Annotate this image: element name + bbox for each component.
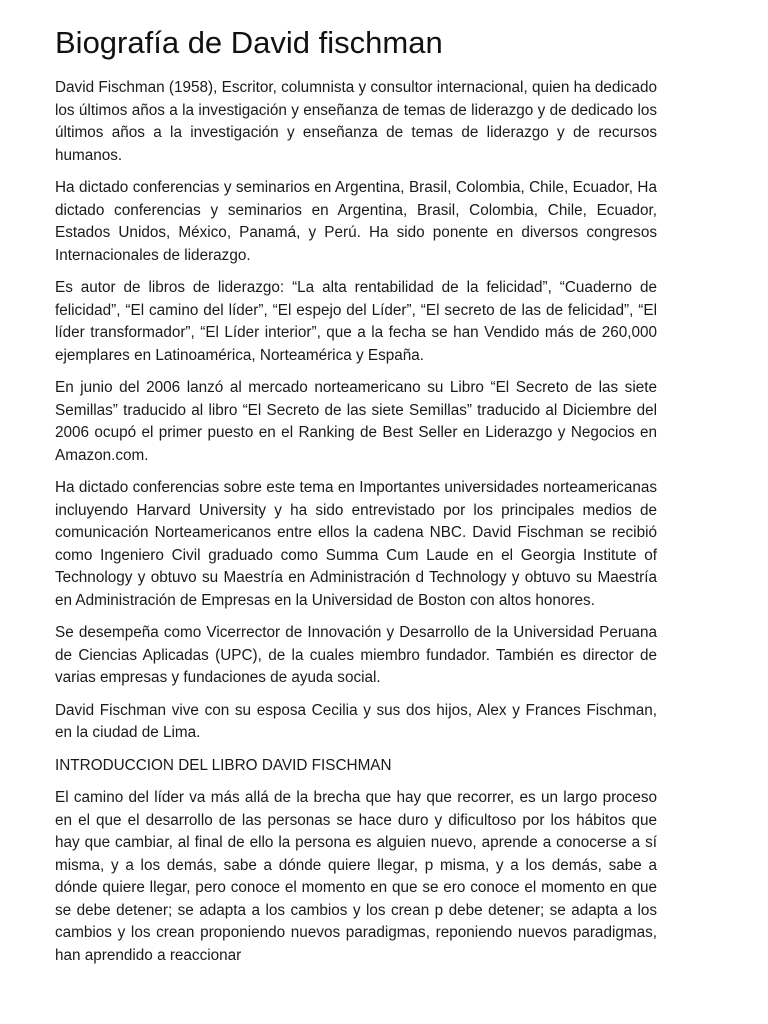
paragraph-seven-seeds: En junio del 2006 lanzó al mercado norteamericano su Libro “El Secreto de las siete Semillas” traducido al libro “El Secreto de las siete Semillas” traducido al Diciembre del 2006 ocupó el primer puesto en el Ranking de Best Seller en Liderazgo y Negocios en Amazon.com. <box>55 379 657 464</box>
paragraph-education: Ha dictado conferencias sobre este tema en Importantes universidades norteamericanas incluyendo Harvard University y ha sido entrevistado por los principales medios de comunicación Norteamericanos entre ellos la cadena NBC. David Fischman se recibió como Ingeniero Civil graduado como Summa Cum Laude en el Georgia Institute of Technology y obtuvo su Maestría en Administración d Technology y obtuvo su Maestría en Administración de Empresas en la Universidad de Boston con altos honores. <box>55 479 657 609</box>
paragraph-books: Es autor de libros de liderazgo: “La alta rentabilidad de la felicidad”, “Cuaderno de felicidad”, “El camino del líder”, “El espejo del Líder”, “El secreto de las de felicidad”, “El líder transformador”, “El Líder interior”, que a la fecha se han Vendido más de 260,000 ejemplares en Latinoamérica, Norteamérica y España. <box>55 279 657 364</box>
document-page <box>55 24 657 977</box>
paragraph-upc: Se desempeña como Vicerrector de Innovación y Desarrollo de la Universidad Peruana de Ciencias Aplicadas (UPC), de la cuales miembro fundador. También es director de varias empresas y fundaciones de ayuda social. <box>55 624 657 687</box>
paragraph-biography-intro: David Fischman (1958), Escritor, columnista y consultor internacional, quien ha dedicado los últimos años a la investigación y enseñanza de temas de liderazgo y de dedicado los últimos años a la investigación y enseñanza de temas de liderazgo y de recursos humanos. <box>55 79 657 164</box>
paragraph-conferences: Ha dictado conferencias y seminarios en Argentina, Brasil, Colombia, Chile, Ecuador, Ha dictado conferencias y seminarios en Argentina, Brasil, Colombia, Chile, Ecuador, Estados Unidos, México, Panamá, y Perú. Ha sido ponente en diversos congresos Internacionales de liderazgo. <box>55 179 657 264</box>
paragraph-introduction: El camino del líder va más allá de la brecha que hay que recorrer, es un largo proceso en el que el desarrollo de las personas se hace duro y dificultoso por los hábitos que hay que cambiar, al final de ello la persona es alguien nuevo, aprende a conocerse a sí misma, y a los demás, sabe a dónde quiere llegar, p misma, y a los demás, sabe a dónde quiere llegar, pero conoce el momento en que se ero conoce el momento en que se debe detener; se adapta a los cambios y los crean p debe detener; se adapta a los cambios y los crean proponiendo nuevos paradigmas, reponiendo nuevos paradigmas, han aprendido a reaccionar <box>55 789 657 964</box>
document-title: Biografía de David fischman <box>55 25 443 60</box>
section-heading: INTRODUCCION DEL LIBRO DAVID FISCHMAN <box>55 756 392 774</box>
paragraph-family: David Fischman vive con su esposa Cecilia y sus dos hijos, Alex y Frances Fischman, en la ciudad de Lima. <box>55 701 657 742</box>
